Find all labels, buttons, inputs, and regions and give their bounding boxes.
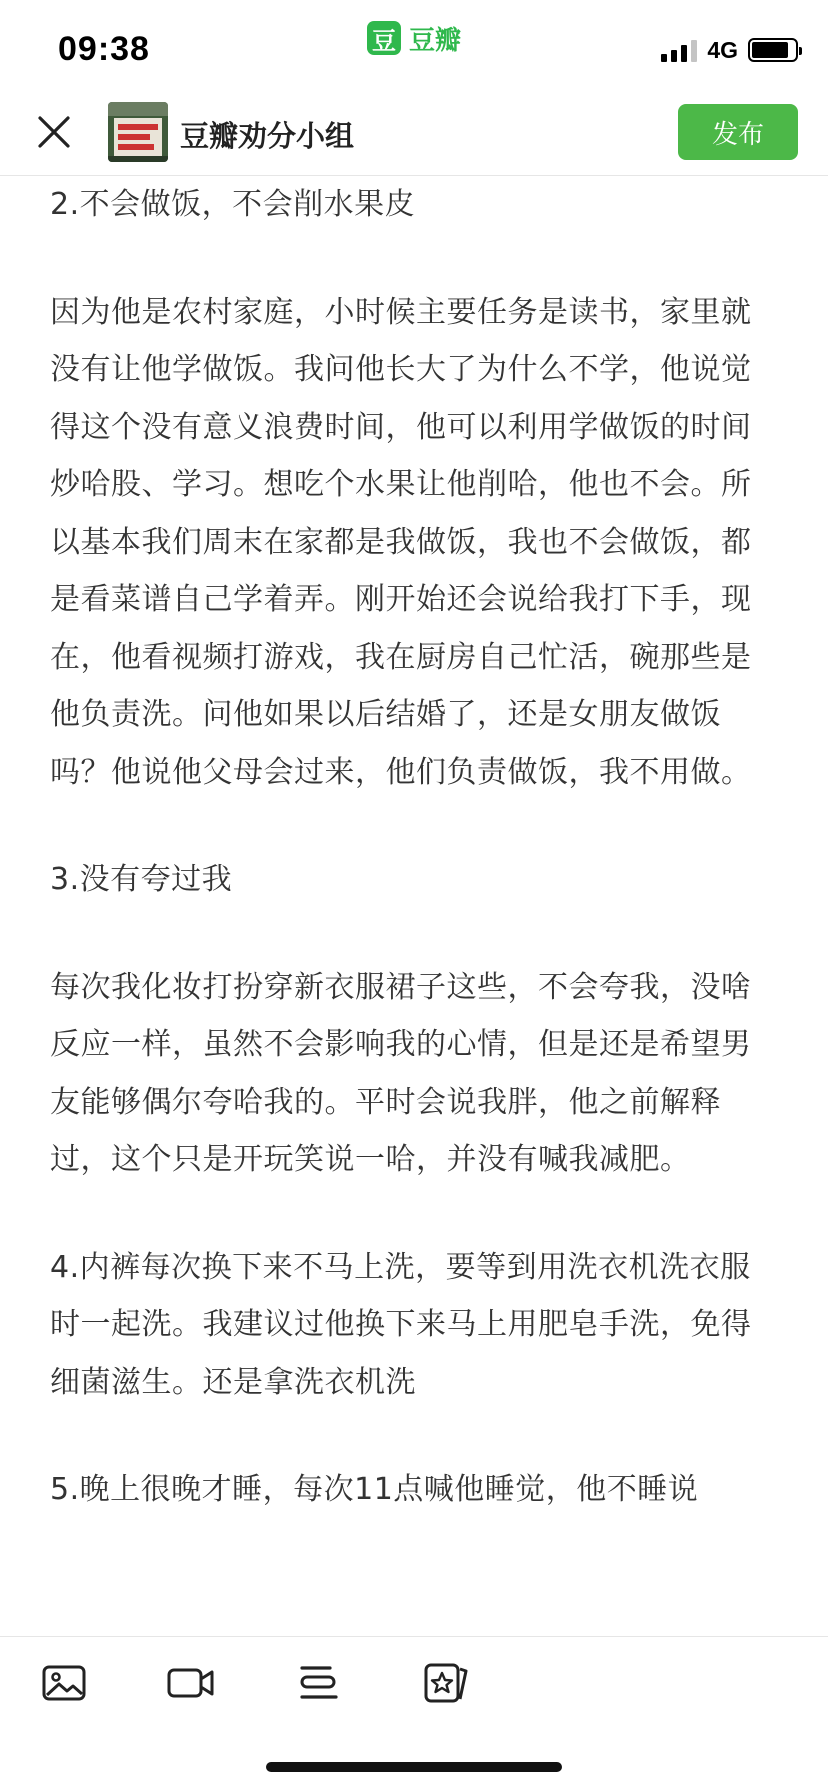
paragraph-body-3: 每次我化妆打扮穿新衣服裙子这些，不会夸我，没啥反应一样，虽然不会影响我的心情，但是还是希望男友能够偶尔夸哈我的。平时会说我胖，他之前解释过，这个只是开玩笑说一哈，并没有喊我减肥。 [50, 969, 752, 1177]
insert-rating-card-button[interactable] [422, 1661, 472, 1705]
paragraph-body-2: 因为他是农村家庭，小时候主要任务是读书，家里就没有让他学做饭。我问他长大了为什么不学，他说觉得这个没有意义浪费时间，他可以利用学做饭的时间炒哈股、学习。想吃个水果让他削哈，他也不会。所以基本我们周末在家都是我做饭，我也不会做饭，都是看菜谱自己学着弄。刚开始还会说给我打下手，现在，他看视频打游戏，我在厨房自己忙活，碗那些是他负责洗。问他如果以后结婚了，还是女朋友做饭吗？他说他父母会过来，他们负责做饭，我不用做。 [50, 294, 752, 790]
video-icon [166, 1661, 216, 1705]
status-bar [0, 0, 828, 96]
post-content[interactable] [50, 176, 778, 1636]
home-indicator[interactable] [266, 1762, 562, 1772]
status-app-indicator [367, 20, 461, 56]
publish-button[interactable]: 发布 [678, 104, 798, 160]
close-icon [34, 112, 74, 152]
close-button[interactable] [34, 112, 74, 152]
insert-image-button[interactable] [40, 1661, 90, 1705]
insert-video-button[interactable] [166, 1661, 216, 1705]
signal-icon [661, 38, 697, 62]
star-card-icon [422, 1661, 472, 1705]
douban-logo-icon: 豆 [367, 21, 401, 55]
editor-toolbar [0, 1636, 828, 1726]
paragraph-heading-2: 2.不会做饭，不会削水果皮 [50, 187, 416, 222]
status-time: 09:38 [58, 30, 150, 68]
paragraph-item-5: 5.晚上很晚才睡，每次11点喊他睡觉，他不睡说 [50, 1472, 699, 1507]
text-format-button[interactable] [296, 1661, 346, 1705]
status-indicators [661, 36, 798, 64]
battery-icon [748, 38, 798, 62]
image-icon [40, 1661, 90, 1705]
group-title[interactable]: 豆瓣劝分小组 [180, 119, 355, 153]
text-format-icon [296, 1661, 346, 1705]
paragraph-item-4: 4.内裤每次换下来不马上洗，要等到用洗衣机洗衣服时一起洗。我建议过他换下来马上用肥皂手洗，免得细菌滋生。还是拿洗衣机洗 [50, 1249, 752, 1400]
paragraph-heading-3: 3.没有夸过我 [50, 862, 233, 897]
network-type: 4G [707, 36, 738, 63]
header-bar [0, 96, 828, 176]
status-app-name: 豆瓣 [409, 25, 462, 56]
group-avatar[interactable] [108, 102, 168, 162]
